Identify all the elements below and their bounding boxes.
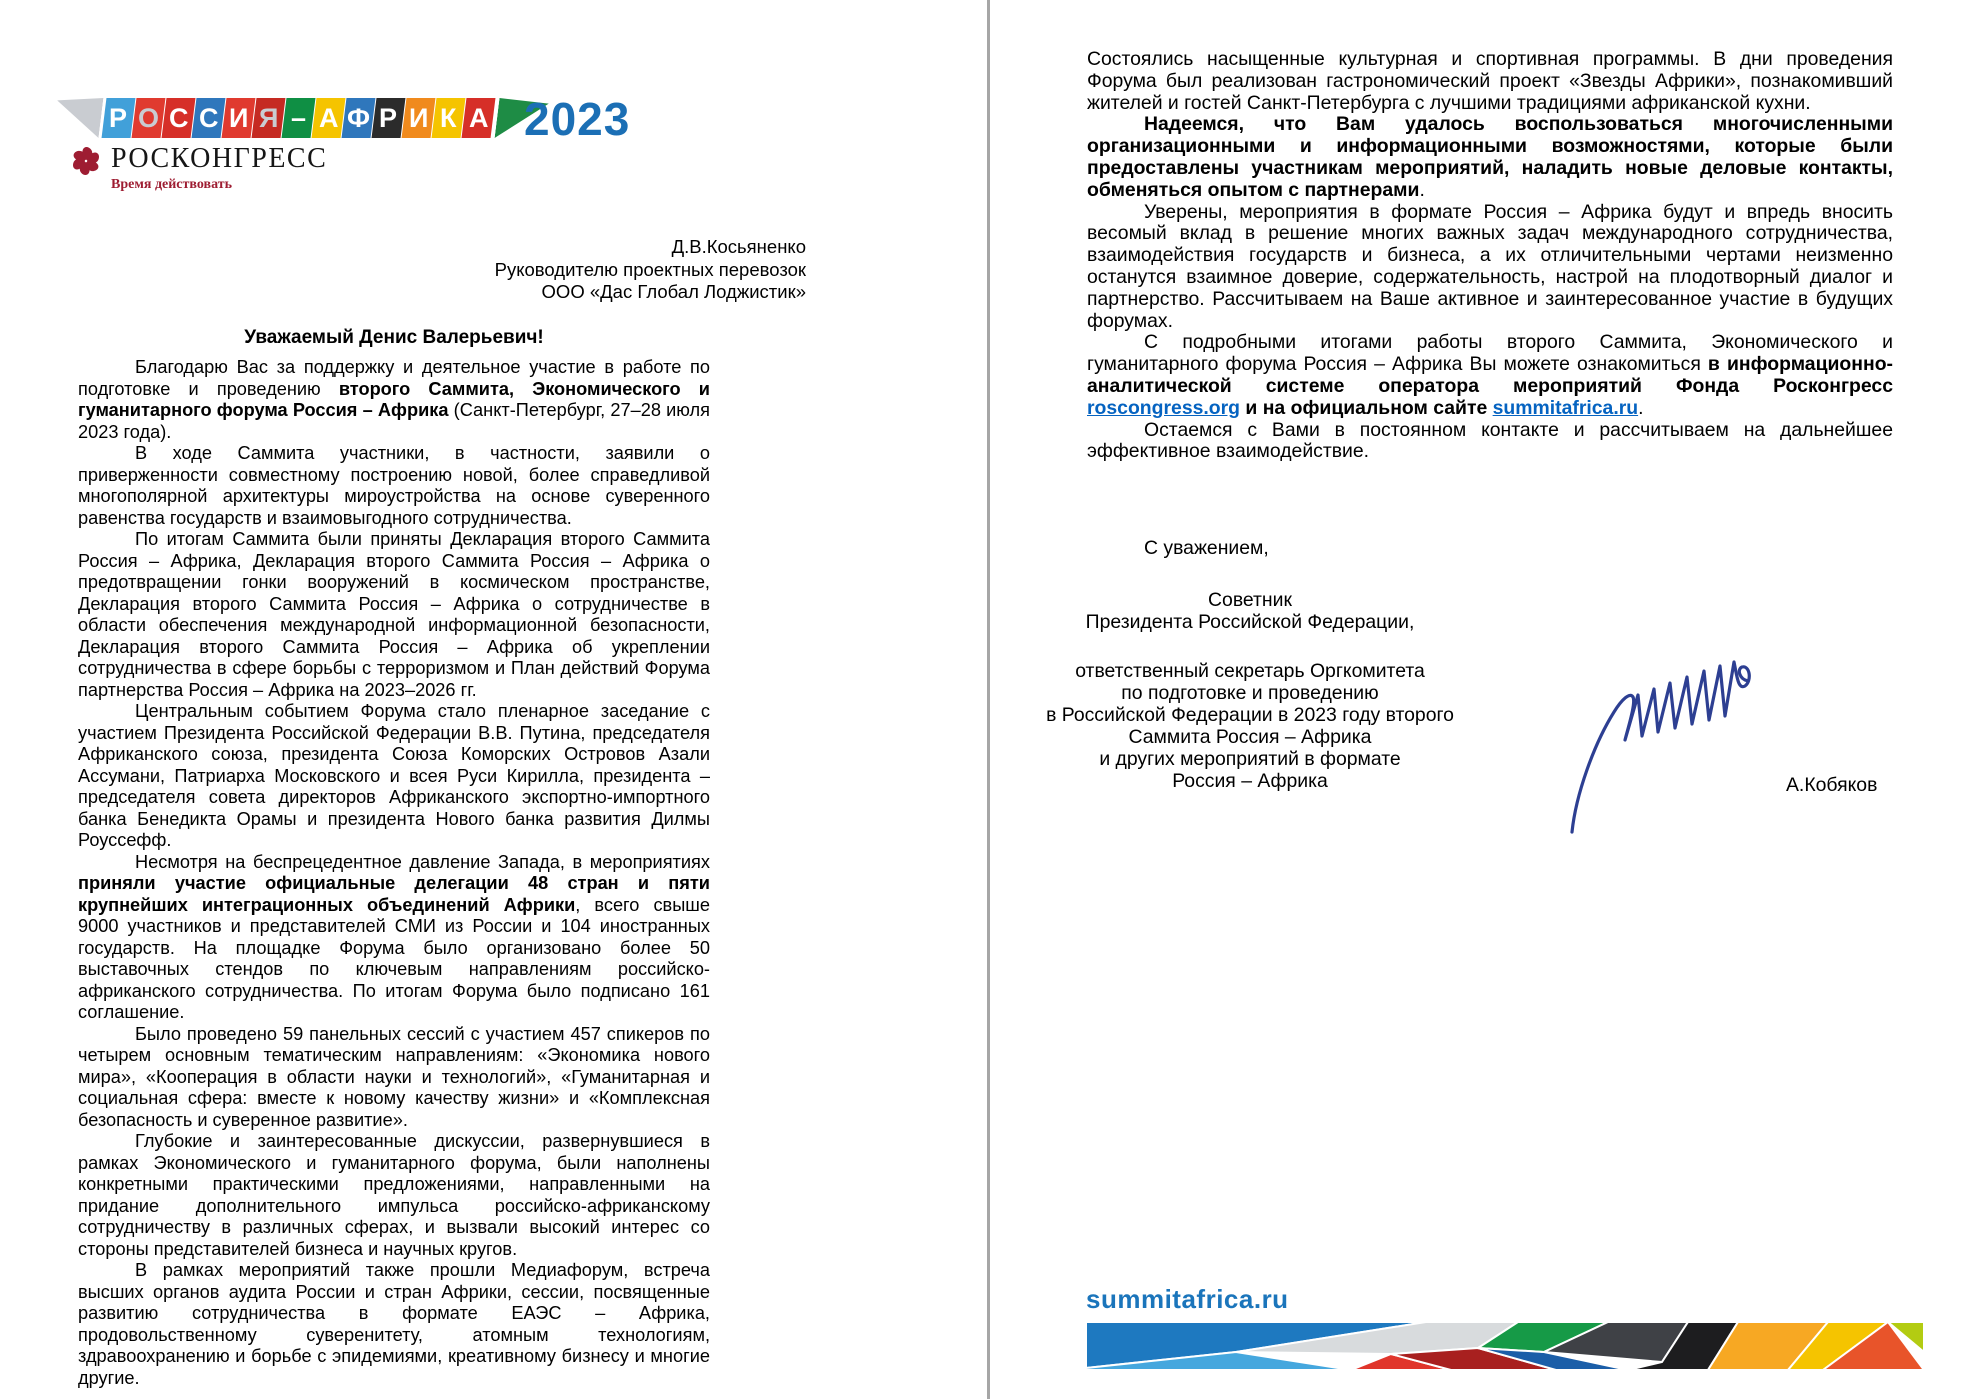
- paragraph: [1087, 49, 1893, 114]
- text-run: Глубокие и заинтересованные дискуссии, развернувшиеся в рамках Экономического и гуманитарного форума, были наполнены конкретными практическими предложениями, направленными на придание дополнительного импульса российско-африканскому сотрудничеству в различных сферах, и вызвали высокий интерес со стороны представителей бизнеса и научных кругов.: [78, 1131, 710, 1259]
- wordmark-lead-triangle: [53, 98, 104, 138]
- text-run: Уверены, мероприятия в формате Россия – Африка будут и впредь вносить весомый вклад в решение многих важных задач международного сотрудничества, взаимодействия государств и бизнеса, а их отличительными чертами неизменно останутся взаимное доверие, содержательность, настрой на плодотворный диалог и партнерство. Рассчитываем на Ваше активное и заинтересованное участие в будущих форумах.: [1087, 200, 1893, 332]
- text-line: ООО «Дас Глобал Лоджистик»: [541, 281, 806, 302]
- text-run: и на официальном сайте: [1240, 396, 1493, 419]
- text-run: По итогам Саммита были приняты Декларация второго Саммита Россия – Африка, Декларация второго Саммита Россия – Африка о предотвращении гонки вооружений в космическом пространстве, Декларация второго Саммита Россия – Африка о сотрудничестве в области обеспечения международной информационной безопасности, Декларация второго Саммита Россия – Африка об укреплении сотрудничества в сфере борьбы с терроризмом и План действий Форума партнерства Россия – Африка на 2023–2026 гг.: [78, 529, 710, 700]
- link-roscongress[interactable]: roscongress.org: [1087, 396, 1241, 419]
- page-2: [990, 0, 1980, 1399]
- text-line: Д.В.Косьяненко: [671, 236, 806, 257]
- text-run: Центральным событием Форума стало пленарное заседание с участием Президента Российской Федерации В.В. Путина, председателя Африканского союза, президента Союза Коморских Островов Азали Ассумани, Патриарха Московского и всея Руси Кирилла, президента – председателя совета директоров Африканского экспортно-импортного банка Бенедикта Орамы и президента Нового банка развития Дилмы Роуссефф.: [78, 701, 710, 850]
- recipient-block: [78, 236, 806, 304]
- russia-africa-wordmark: [55, 98, 548, 138]
- wordmark-tile: [342, 98, 376, 138]
- text-run: Было проведено 59 панельных сессий с участием 457 спикеров по четырем основным тематическим направлениям: «Экономика нового мира», «Кооперация в области науки и технологий», «Гуманитарная и социальная сфера: вместе к новому качеству жизни» и «Комплексная безопасность и суверенное развитие».: [78, 1023, 710, 1130]
- wordmark-letter: –: [290, 103, 307, 133]
- signoff-block: [1046, 589, 1454, 792]
- text-run: , всего свыше 9000 участников и представителей СМИ из России и 104 иностранных государств. На площадке Форума было организовано более 50 выставочных стендов по ключевым направлениям российско-африканского сотрудничества. По итогам Форума было подписано 161 соглашение.: [78, 894, 710, 1022]
- text-run: Состоялись насыщенные культурная и спортивная программы. В дни проведения Форума был реализован гастрономический проект «Звезды Африки», познакомивший жителей и гостей Санкт-Петербурга с лучшими традициями африканской кухни.: [1087, 48, 1893, 114]
- text-line: в Российской Федерации в 2023 году второго: [1046, 704, 1454, 726]
- text-line: Руководителю проектных перевозок: [494, 258, 806, 280]
- wordmark-tile: [372, 98, 406, 138]
- wordmark-letter: Р: [379, 103, 398, 133]
- wordmark-tile: [252, 98, 286, 138]
- wordmark-tile: [432, 98, 466, 138]
- wordmark-letter: И: [228, 103, 249, 133]
- roscongress-pinwheel-icon: [70, 143, 102, 182]
- pinwheel-petals: [72, 145, 100, 176]
- text-line: Советник: [1208, 589, 1292, 611]
- paragraph: [78, 701, 710, 852]
- paragraph: [78, 1024, 710, 1132]
- wordmark-tile: [192, 98, 226, 138]
- text-line: ответственный секретарь Оргкомитета: [1075, 660, 1425, 682]
- text-run: в информационно-аналитической системе оператора мероприятий Фонда Росконгресс: [1087, 353, 1893, 397]
- paragraph: [1087, 114, 1893, 201]
- wordmark-tile: [402, 98, 436, 138]
- logo-year: 2023: [524, 93, 631, 145]
- text-run: .: [1638, 396, 1644, 419]
- right-paragraphs: [1087, 49, 1893, 463]
- page-1: [0, 0, 987, 1399]
- footer-color-stripe: [1086, 1322, 1924, 1377]
- wordmark-tile: [282, 98, 316, 138]
- wordmark-tile: [132, 98, 166, 138]
- wordmark-tile: [222, 98, 256, 138]
- wordmark-letter: Я: [258, 103, 279, 133]
- signature-scribble: [1548, 632, 1778, 842]
- wordmark-tile: [102, 98, 136, 138]
- wordmark-letter: О: [137, 103, 159, 133]
- paragraph: [1087, 202, 1893, 333]
- text-run: приняли участие официальные делегации 48 стран и пяти крупнейших интеграционных объединений Африки: [78, 873, 710, 915]
- wordmark-tile: [312, 98, 346, 138]
- wordmark-letter: Р: [109, 103, 128, 133]
- wordmark-tile: [162, 98, 196, 138]
- paragraph: [78, 1131, 710, 1260]
- closing-line: С уважением,: [1144, 537, 1269, 559]
- roscongress-tagline: Время действовать: [111, 177, 232, 192]
- salutation: Уважаемый Денис Валерьевич!: [244, 327, 544, 348]
- wordmark-letter: С: [168, 103, 189, 133]
- wordmark-letter: А: [318, 103, 339, 133]
- wordmark-letter: С: [198, 103, 219, 133]
- text-run: Остаемся с Вами в постоянном контакте и рассчитываем на дальнейшее эффективное взаимодействие.: [1087, 418, 1893, 463]
- paragraph: [78, 357, 710, 443]
- text-run: Несмотря на беспрецедентное давление Запада, в мероприятиях: [135, 851, 710, 872]
- text-line: Саммита Россия – Африка: [1128, 726, 1372, 748]
- wordmark-tile: [462, 98, 496, 138]
- roscongress-name: РОСКОНГРЕСС: [111, 143, 328, 174]
- text-run: В рамках мероприятий также прошли Медиафорум, встреча высших органов аудита России и стран Африки, сессии, посвященные развитию сотрудничества в формате ЕАЭС – Африка, продовольственному суверенитету, атомным технологиям, здравоохранению и борьбе с эпидемиями, креативному бизнесу и многие другие.: [78, 1260, 710, 1388]
- wordmark-letter: И: [408, 103, 429, 133]
- roscongress-logo: [70, 143, 327, 193]
- wordmark-letter: А: [468, 103, 489, 133]
- text-run: В ходе Саммита участники, в частности, заявили о приверженности совместному построению новой, более справедливой многополярной архитектуры мироустройства на основе суверенного равенства государств и взаимовыгодного сотрудничества.: [78, 443, 710, 528]
- paragraph: [78, 443, 710, 529]
- paragraph: [78, 852, 710, 1024]
- text-line: и других мероприятий в формате: [1099, 748, 1401, 770]
- paragraph: [1087, 420, 1893, 464]
- text-run: (Санкт-Петербург, 27–28 июля 2023 года).: [78, 400, 710, 442]
- text-run: Благодарю Вас за поддержку и деятельное участие в работе по подготовке и проведению: [78, 357, 710, 399]
- text-run: С подробными итогами работы второго Саммита, Экономического и гуманитарного форума Россия – Африка Вы можете ознакомиться: [1087, 331, 1893, 376]
- paragraph: [1087, 332, 1893, 419]
- link-summitafrica[interactable]: summitafrica.ru: [1492, 396, 1639, 419]
- wordmark-letter: Ф: [346, 103, 371, 133]
- text-run: Надеемся, что Вам удалось воспользоваться многочисленными организационными и информационными возможностями, которые были предоставлены участникам мероприятий, наладить новые деловые контакты, обменяться опытом с партнерами: [1087, 113, 1893, 201]
- text-line: Россия – Африка: [1172, 770, 1328, 792]
- text-run: второго Саммита, Экономического и гуманитарного форума Россия – Африка: [78, 378, 710, 420]
- left-paragraphs: [78, 357, 710, 1389]
- paragraph: [78, 529, 710, 701]
- text-line: по подготовке и проведению: [1121, 682, 1379, 704]
- text-run: .: [1419, 178, 1425, 201]
- wordmark-letter: К: [440, 103, 457, 133]
- paragraph: [78, 1260, 710, 1389]
- text-line: Президента Российской Федерации,: [1085, 611, 1415, 633]
- footer-site-text: summitafrica.ru: [1086, 1284, 1289, 1314]
- signer-name: А.Кобяков: [1786, 774, 1878, 796]
